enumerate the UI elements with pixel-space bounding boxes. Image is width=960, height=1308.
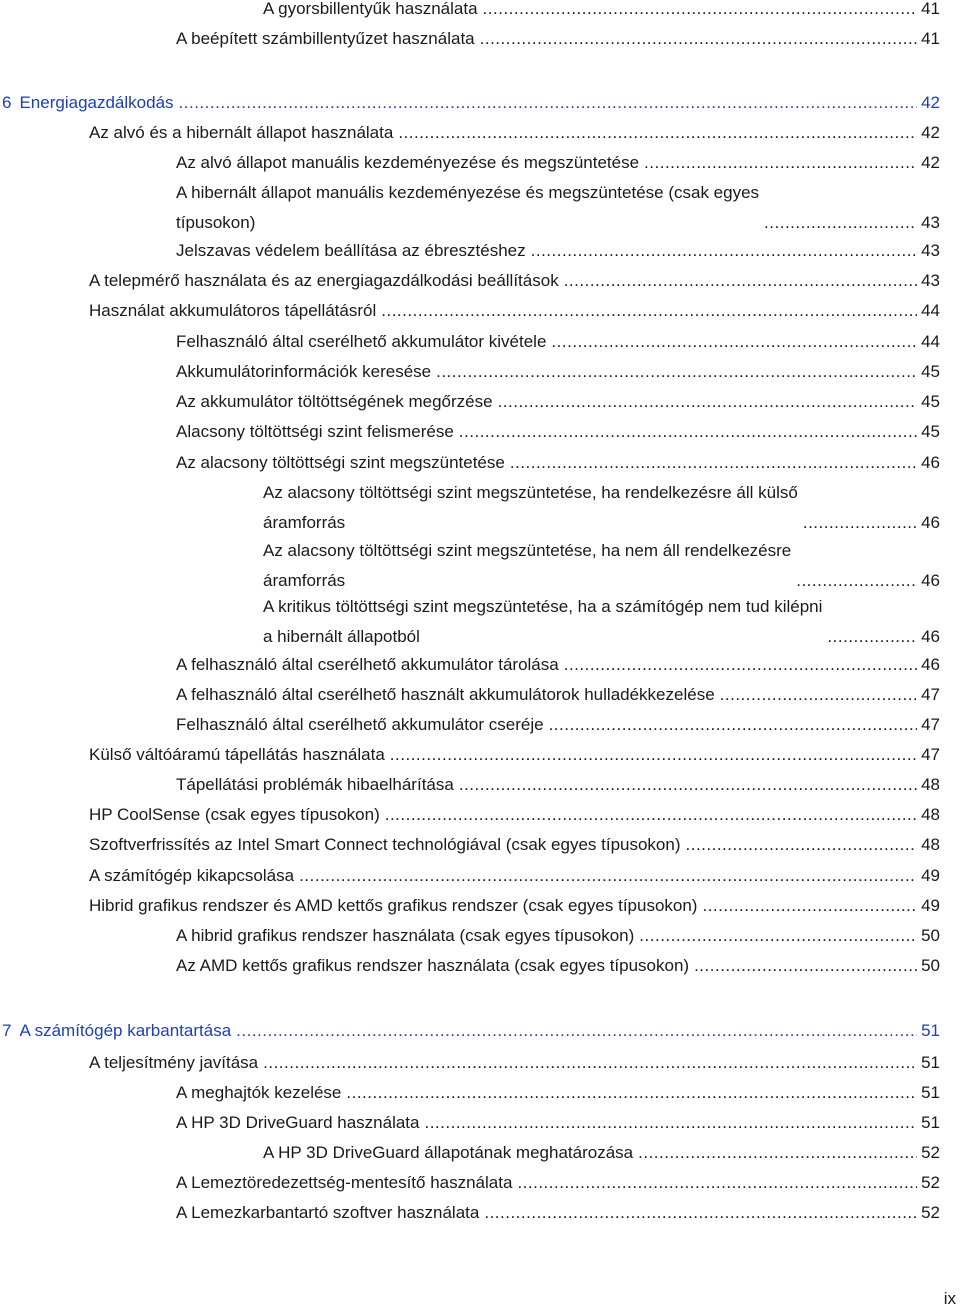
toc-entry[interactable]	[176, 331, 940, 353]
toc-entry-title	[2, 1020, 231, 1042]
dot-leader	[702, 895, 917, 917]
dot-leader	[480, 28, 917, 50]
toc-entry-page: 49	[921, 896, 940, 915]
toc-entry-title	[263, 596, 822, 648]
toc-entry-page: 51	[921, 1021, 940, 1040]
toc-entry-label: Külső váltóáramú tápellátás használata	[89, 745, 385, 764]
toc-entry-title	[176, 391, 493, 413]
toc-entry[interactable]	[176, 925, 940, 947]
toc-entry-page: 42	[921, 153, 940, 172]
toc-entry[interactable]	[89, 895, 940, 917]
toc-entry-title-line2: áramforrás	[263, 513, 346, 532]
toc-entry-title	[89, 895, 697, 917]
toc-entry-page: 46	[921, 627, 940, 646]
dot-leader	[551, 331, 917, 353]
toc-entry-title-line1: Az alacsony töltöttségi szint megszüntetése, ha rendelkezésre áll külső	[263, 483, 798, 502]
dot-leader	[498, 391, 918, 413]
toc-entry-title	[2, 92, 174, 114]
dot-leader	[299, 865, 917, 887]
toc-entry-page: 45	[921, 422, 940, 441]
dot-leader	[510, 452, 917, 474]
toc-entry-page: 47	[921, 715, 940, 734]
toc-entry-page: 46	[921, 453, 940, 472]
toc-entry[interactable]	[89, 300, 940, 322]
toc-entry-page: 41	[921, 0, 940, 18]
dot-leader	[549, 714, 918, 736]
toc-entry-title	[263, 1142, 633, 1164]
toc-entry-page: 43	[921, 213, 940, 232]
toc-entry[interactable]	[176, 1202, 940, 1224]
toc-entry-title	[263, 482, 798, 534]
dot-leader	[484, 1202, 917, 1224]
toc-entry-page: 52	[921, 1143, 940, 1162]
toc-entry[interactable]	[176, 1082, 940, 1104]
toc-entry-label: A számítógép karbantartása	[19, 1021, 232, 1040]
toc-entry-title	[176, 28, 475, 50]
toc-entry-title	[176, 452, 505, 474]
toc-entry-title	[176, 1202, 479, 1224]
toc-entry-page: 47	[921, 745, 940, 764]
toc-entry[interactable]	[176, 955, 940, 977]
toc-entry-label: A Lemezkarbantartó szoftver használata	[176, 1203, 480, 1222]
toc-entry-title	[176, 1172, 512, 1194]
toc-entry-title-line2: áramforrás	[263, 571, 346, 590]
dot-leader	[381, 300, 917, 322]
toc-entry[interactable]	[176, 240, 940, 262]
toc-entry-page: 46	[921, 513, 940, 532]
toc-entry[interactable]	[176, 182, 940, 234]
dot-leader	[459, 421, 917, 443]
toc-entry-page: 51	[921, 1053, 940, 1072]
toc-entry-label: A Lemeztöredezettség-mentesítő használata	[176, 1173, 513, 1192]
toc-entry-label: A telepmérő használata és az energiagazdálkodási beállítások	[89, 271, 559, 290]
toc-chapter-entry[interactable]	[2, 1020, 940, 1042]
toc-entry-page: 50	[921, 956, 940, 975]
toc-entry-label: Az akkumulátor töltöttségének megőrzése	[176, 392, 493, 411]
toc-entry-title	[263, 540, 791, 592]
toc-entry-label: Felhasználó által cserélhető akkumulátor kivétele	[176, 332, 547, 351]
dot-leader	[517, 1172, 917, 1194]
toc-entry-title	[176, 331, 546, 353]
toc-entry[interactable]	[176, 152, 940, 174]
toc-entry-page: 44	[921, 332, 940, 351]
toc-entry-label: Hibrid grafikus rendszer és AMD kettős grafikus rendszer (csak egyes típusokon)	[89, 896, 698, 915]
toc-chapter-entry[interactable]	[2, 92, 940, 114]
toc-entry-label: A felhasználó által cserélhető akkumulátor tárolása	[176, 655, 559, 674]
dot-leader	[764, 212, 917, 234]
dot-leader	[827, 626, 917, 648]
toc-entry-title	[89, 300, 376, 322]
toc-entry-label: Energiagazdálkodás	[19, 93, 174, 112]
toc-entry-label: A HP 3D DriveGuard használata	[176, 1113, 420, 1132]
chapter-number: 7	[2, 1021, 12, 1040]
dot-leader	[694, 955, 917, 977]
toc-entry-title	[176, 1112, 419, 1134]
toc-entry[interactable]	[176, 452, 940, 474]
toc-entry[interactable]	[89, 122, 940, 144]
toc-entry-title	[176, 182, 759, 234]
toc-entry-title-line1: A kritikus töltöttségi szint megszüntetése, ha a számítógép nem tud kilépni	[263, 597, 823, 616]
toc-entry[interactable]	[176, 28, 940, 50]
dot-leader	[803, 512, 917, 534]
chapter-number: 6	[2, 93, 12, 112]
toc-entry[interactable]	[176, 421, 940, 443]
toc-entry-page: 52	[921, 1203, 940, 1222]
toc-entry-title-line1: A hibernált állapot manuális kezdeményezése és megszüntetése (csak egyes	[176, 183, 760, 202]
toc-entry-label: A HP 3D DriveGuard állapotának meghatározása	[263, 1143, 634, 1162]
toc-entry[interactable]	[263, 482, 940, 534]
toc-entry-title	[176, 361, 431, 383]
toc-entry-title	[89, 122, 393, 144]
toc-entry-title	[176, 925, 634, 947]
toc-entry[interactable]	[89, 834, 940, 856]
toc-entry-label: A beépített számbillentyűzet használata	[176, 29, 475, 48]
toc-entry[interactable]	[176, 1172, 940, 1194]
toc-entry-page: 46	[921, 655, 940, 674]
toc-entry-label: A felhasználó által cserélhető használt akkumulátorok hulladékkezelése	[176, 685, 715, 704]
toc-entry-page: 42	[921, 123, 940, 142]
toc-entry-title	[176, 1082, 341, 1104]
toc-entry-page: 45	[921, 362, 940, 381]
dot-leader	[346, 1082, 917, 1104]
toc-entry[interactable]	[89, 744, 940, 766]
toc-entry-title	[176, 955, 689, 977]
toc-entry-title	[263, 0, 478, 20]
toc-entry-title	[89, 744, 385, 766]
toc-entry[interactable]	[263, 596, 940, 648]
toc-entry-label: Az AMD kettős grafikus rendszer használata (csak egyes típusokon)	[176, 956, 690, 975]
dot-leader	[390, 744, 917, 766]
toc-entry[interactable]	[176, 714, 940, 736]
toc-entry[interactable]	[89, 865, 940, 887]
toc-entry-page: 47	[921, 685, 940, 704]
toc-entry-label: Az alvó és a hibernált állapot használata	[89, 123, 394, 142]
toc-entry-label: Szoftverfrissítés az Intel Smart Connect technológiával (csak egyes típusokon)	[89, 835, 681, 854]
dot-leader	[686, 834, 918, 856]
toc-entry-title	[176, 240, 526, 262]
toc-entry[interactable]	[176, 774, 940, 796]
toc-entry-page: 52	[921, 1173, 940, 1192]
toc-entry-title	[176, 654, 559, 676]
toc-entry[interactable]	[176, 361, 940, 383]
toc-entry-label: Tápellátási problémák hibaelhárítása	[176, 775, 454, 794]
toc-entry[interactable]	[176, 684, 940, 706]
toc-entry-title	[89, 270, 559, 292]
toc-entry-label: Az alvó állapot manuális kezdeményezése és megszüntetése	[176, 153, 640, 172]
toc-entry-page: 48	[921, 835, 940, 854]
toc-entry-title	[89, 834, 681, 856]
toc-entry-page: 43	[921, 241, 940, 260]
dot-leader	[459, 774, 917, 796]
toc-entry[interactable]	[263, 540, 940, 592]
toc-entry[interactable]	[176, 1112, 940, 1134]
dot-leader	[638, 1142, 917, 1164]
toc-entry-title	[176, 714, 544, 736]
toc-entry-label: Jelszavas védelem beállítása az ébresztéshez	[176, 241, 526, 260]
toc-entry-page: 51	[921, 1083, 940, 1102]
dot-leader	[796, 570, 917, 592]
dot-leader	[644, 152, 917, 174]
toc-entry-title	[176, 774, 454, 796]
toc-entry-label: A számítógép kikapcsolása	[89, 866, 295, 885]
page-number: ix	[943, 1289, 956, 1308]
toc-entry[interactable]	[176, 654, 940, 676]
dot-leader	[639, 925, 917, 947]
toc-entry-label: A hibrid grafikus rendszer használata (csak egyes típusokon)	[176, 926, 635, 945]
toc-entry-page: 48	[921, 805, 940, 824]
toc-entry-page: 46	[921, 571, 940, 590]
toc-entry-title-line2: típusokon)	[176, 213, 256, 232]
toc-entry-label: Akkumulátorinformációk keresése	[176, 362, 432, 381]
toc-entry[interactable]	[89, 1052, 940, 1074]
toc-entry-label: HP CoolSense (csak egyes típusokon)	[89, 805, 380, 824]
toc-entry-title	[89, 865, 294, 887]
toc-entry-label: A gyorsbillentyűk használata	[263, 0, 478, 18]
dot-leader	[385, 804, 917, 826]
toc-entry-title	[176, 152, 639, 174]
toc-entry[interactable]	[263, 0, 940, 20]
toc-entry-title	[176, 684, 715, 706]
toc-entry-title-line1: Az alacsony töltöttségi szint megszüntetése, ha nem áll rendelkezésre	[263, 541, 792, 560]
toc-entry-page: 51	[921, 1113, 940, 1132]
toc-entry-title	[89, 1052, 258, 1074]
dot-leader	[531, 240, 917, 262]
dot-leader	[263, 1052, 917, 1074]
dot-leader	[720, 684, 917, 706]
toc-entry-title	[89, 804, 380, 826]
dot-leader	[483, 0, 918, 20]
toc-entry-label: Az alacsony töltöttségi szint megszüntetése	[176, 453, 505, 472]
toc-entry-page: 45	[921, 392, 940, 411]
dot-leader	[436, 361, 917, 383]
toc-entry-label: Alacsony töltöttségi szint felismerése	[176, 422, 454, 441]
toc-entry-page: 44	[921, 301, 940, 320]
toc-entry-title-line2: a hibernált állapotból	[263, 627, 420, 646]
dot-leader	[236, 1020, 917, 1042]
toc-entry[interactable]	[176, 391, 940, 413]
toc-entry-title	[176, 421, 454, 443]
dot-leader	[424, 1112, 917, 1134]
dot-leader	[398, 122, 917, 144]
toc-entry-label: Használat akkumulátoros tápellátásról	[89, 301, 377, 320]
toc-entry[interactable]	[263, 1142, 940, 1164]
toc-entry-page: 42	[921, 93, 940, 112]
toc-entry-page: 50	[921, 926, 940, 945]
toc-entry[interactable]	[89, 270, 940, 292]
toc-entry-label: A teljesítmény javítása	[89, 1053, 259, 1072]
dot-leader	[179, 92, 918, 114]
toc-entry-label: A meghajtók kezelése	[176, 1083, 342, 1102]
toc-entry-page: 41	[921, 29, 940, 48]
toc-entry-page: 48	[921, 775, 940, 794]
toc-entry-page: 43	[921, 271, 940, 290]
dot-leader	[564, 654, 917, 676]
toc-entry-label: Felhasználó által cserélhető akkumulátor cseréje	[176, 715, 544, 734]
toc-entry-page: 49	[921, 866, 940, 885]
dot-leader	[564, 270, 917, 292]
toc-entry[interactable]	[89, 804, 940, 826]
